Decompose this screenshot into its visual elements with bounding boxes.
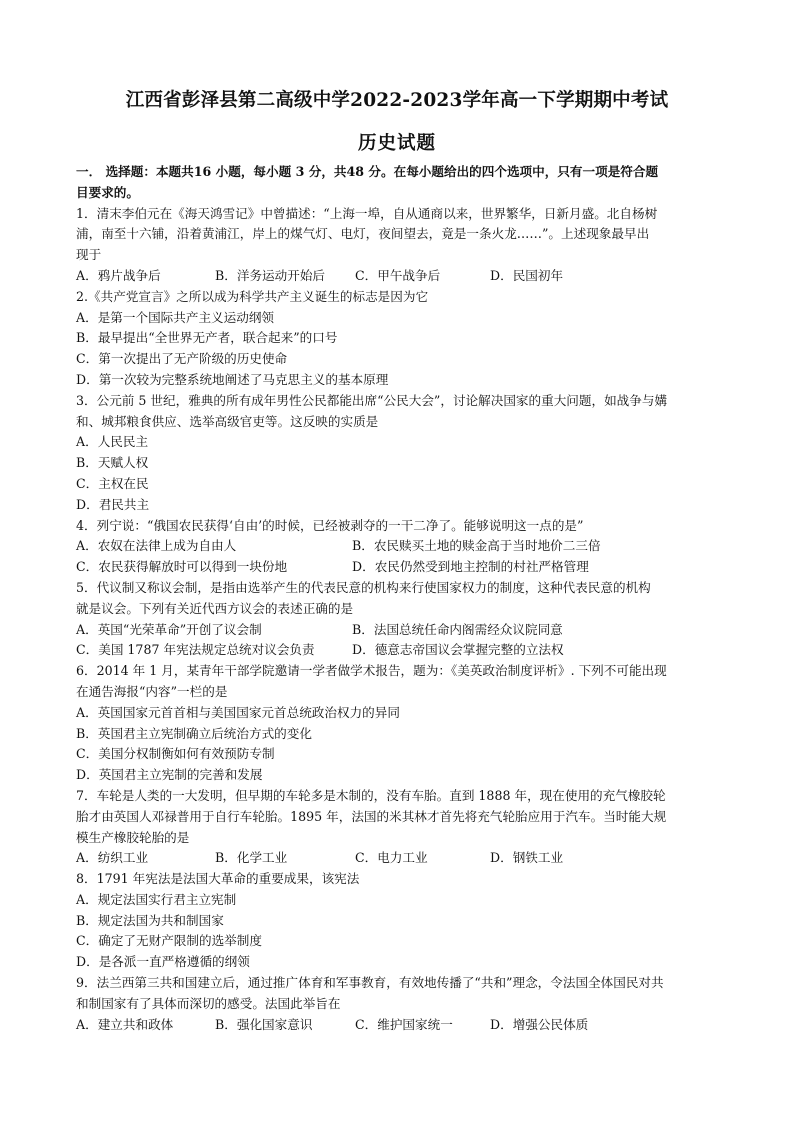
question-text-line: 7．车轮是人类的一大发明，但早期的车轮多是木制的，没有车胎。直到 1888 年，现在使用的充气橡胶轮	[76, 787, 666, 803]
option-c: C．美国分权制衡如何有效预防专制	[76, 746, 275, 762]
question-text-line: 就是议会。下列有关近代西方议会的表述正确的是	[76, 600, 354, 616]
option-d: D．民国初年	[490, 267, 564, 283]
question-text-line: 9．法兰西第三共和国建立后，通过推广体育和军事教育，有效地传播了“共和”理念，令法国全体国民对共	[76, 975, 664, 991]
option-c: C．美国 1787 年宪法规定总统对议会负责	[76, 642, 315, 658]
question-text-line: 和制国家有了具体而深切的感受。法国此举旨在	[76, 995, 341, 1011]
option-row	[76, 557, 722, 578]
question-text-line: 在通告海报“内容”一栏的是	[76, 683, 228, 699]
question-text-line: 胎才由英国人邓禄普用于自行车轮胎。1895 年，法国的米其林才首先将充气轮胎应用于汽车。当时能大规	[76, 808, 667, 824]
option-b: B．天赋人权	[76, 455, 149, 471]
question-text-line: 2.《共产党宣言》之所以成为科学共产主义诞生的标志是因为它	[76, 288, 429, 304]
option-b: B．最早提出“全世界无产者，联合起来”的口号	[76, 330, 338, 346]
question-text-line: 3．公元前 5 世纪，雅典的所有成年男性公民都能出席“公民大会”，讨论解决国家的重大问题，如战争与媾	[76, 392, 668, 408]
option-row	[76, 620, 722, 641]
option-c: C．主权在民	[76, 475, 149, 491]
question-text-line: 模生产橡胶轮胎的是	[76, 829, 190, 845]
option-b: B．洋务运动开始后	[215, 267, 326, 283]
option-d: D．农民仍然受到地主控制的村社严格管理	[352, 559, 589, 575]
option-row	[76, 848, 722, 869]
question-text-line: 1．清末李伯元在《海天鸿雪记》中曾描述：“上海一埠，自从通商以来，世界繁华，日新月盛。北自杨树	[76, 205, 658, 221]
option-d: D．增强公民体质	[490, 1016, 589, 1032]
option-c: C．第一次提出了无产阶级的历史使命	[76, 351, 288, 367]
option-a: A．英国国家元首首相与美国国家元首总统政治权力的异同	[76, 704, 400, 720]
option-c: C．甲午战争后	[355, 267, 441, 283]
option-b: B．强化国家意识	[215, 1016, 313, 1032]
option-row	[76, 536, 722, 557]
option-a: A．建立共和政体	[76, 1016, 174, 1032]
option-b: B．法国总统任命内阁需经众议院同意	[352, 621, 563, 637]
section-heading-line: 目要求的。	[76, 184, 139, 200]
question-4	[76, 516, 722, 578]
question-6	[76, 661, 722, 786]
option-row	[76, 1015, 722, 1036]
question-5	[76, 578, 722, 661]
question-text-line: 浦，南至十六铺，沿着黄浦江，岸上的煤气灯、电灯，夜间望去，竟是一条火龙……”。上述现象最早出	[76, 226, 650, 242]
option-d: D．德意志帝国议会掌握完整的立法权	[352, 642, 564, 658]
exam-subtitle: 历史试题	[357, 133, 436, 154]
option-a: A．是第一个国际共产主义运动纲领	[76, 309, 275, 325]
option-d: D．第一次较为完整系统地阐述了马克思主义的基本原理	[76, 371, 389, 387]
question-text-line: 5．代议制又称议会制，是指由选举产生的代表民意的机构来行使国家权力的制度，这种代表民意的机构	[76, 579, 651, 595]
option-d: D．君民共主	[76, 496, 150, 512]
section-heading-line: 一． 选择题：本题共16 小题，每小题 3 分，共48 分。在每小题给出的四个选项中，只有一项是符合题	[76, 164, 659, 179]
option-b: B．化学工业	[215, 850, 288, 866]
option-d: D．钢铁工业	[490, 850, 564, 866]
option-a: A．纺织工业	[76, 850, 149, 866]
question-text-line: 现于	[76, 247, 102, 263]
exam-content	[76, 162, 722, 1035]
option-b: B．农民赎买土地的赎金高于当时地价二三倍	[352, 538, 601, 554]
option-c: C．农民获得解放时可以得到一块份地	[76, 559, 288, 575]
option-a: A．农奴在法律上成为自由人	[76, 538, 237, 554]
option-a: A．鸦片战争后	[76, 267, 161, 283]
question-2	[76, 287, 722, 391]
option-row	[76, 640, 722, 661]
question-7	[76, 786, 722, 869]
option-b: B．规定法国为共和制国家	[76, 912, 224, 928]
option-a: A．英国“光荣革命”开创了议会制	[76, 621, 262, 637]
exam-title: 江西省彭泽县第二高级中学2022-2023学年高一下学期期中考试	[125, 90, 669, 111]
option-c: C．电力工业	[355, 850, 428, 866]
option-b: B．英国君主立宪制确立后统治方式的变化	[76, 725, 312, 741]
option-d: D．英国君主立宪制的完善和发展	[76, 767, 263, 783]
option-c: C．维护国家统一	[355, 1016, 453, 1032]
question-3	[76, 391, 722, 516]
option-d: D．是各派一直严格遵循的纲领	[76, 954, 250, 970]
question-text-line: 8．1791 年宪法是法国大革命的重要成果，该宪法	[76, 871, 360, 887]
question-text-line: 4．列宁说：“俄国农民获得‘自由’的时候，已经被剥夺的一干二净了。能够说明这一点的是”	[76, 517, 584, 533]
question-9	[76, 973, 722, 1035]
option-c: C．确定了无财产限制的选举制度	[76, 933, 262, 949]
option-row	[76, 266, 722, 287]
question-text-line: 和、城邦粮食供应、选举高级官吏等。这反映的实质是	[76, 413, 379, 429]
option-a: A．人民民主	[76, 434, 149, 450]
question-8	[76, 869, 722, 973]
option-a: A．规定法国实行君主立宪制	[76, 891, 237, 907]
question-1	[76, 204, 722, 287]
question-text-line: 6．2014 年 1 月，某青年干部学院邀请一学者做学术报告，题为：《美英政治制度评析》. 下列不可能出现	[76, 663, 667, 679]
